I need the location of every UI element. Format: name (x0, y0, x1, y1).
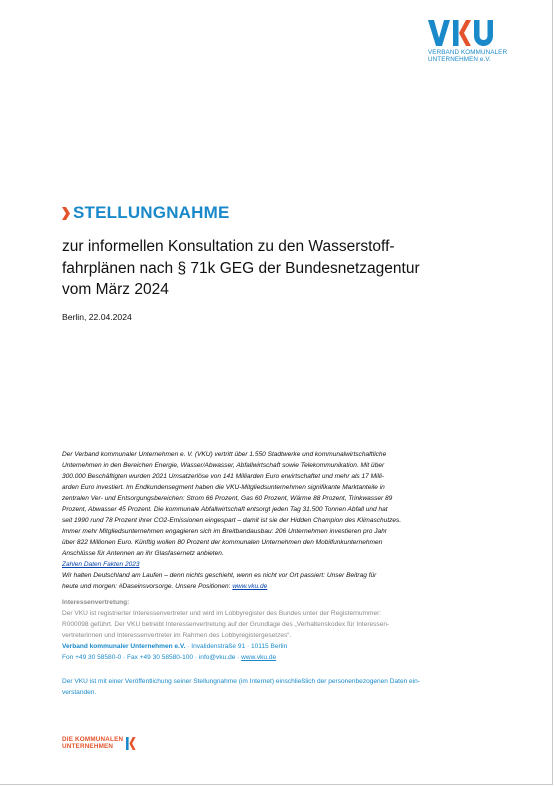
closing-line: Wir halten Deutschland am Laufen – denn nichts geschieht, wenn es nicht vor Ort passiert: Unser Beitrag für (62, 572, 377, 579)
lobby-title: Interessenvertretung: (62, 599, 130, 606)
intro-line: Immer mehr Mitgliedsunternehmen engagieren sich im Breitbandausbau: 206 Unternehmen investieren pro Jahr (62, 528, 387, 535)
notice-line: verstanden. (62, 689, 97, 696)
title-line: fahrplänen nach § 71k GEG der Bundesnetzagentur (62, 259, 420, 277)
phone-fax-email: Fon +49 30 58580-0 · Fax +49 30 58580-100 · info@vku.de · (62, 654, 242, 661)
contact-phone-line (62, 652, 494, 663)
intro-line: arden Euro investiert. Im Endkundensegment haben die VKU-Mitgliedsunternehmen signifikante Marktanteile in (62, 484, 385, 491)
contact-address-line (62, 641, 494, 652)
footer-logo-line2: UNTERNEHMEN (62, 743, 114, 750)
footer-logo-line1: DIE KOMMUNALEN (62, 736, 124, 743)
document-type-label: STELLUNGNAHME (73, 203, 230, 222)
lobby-line: Der VKU ist registrierter Interessenvertreter und wird im Lobbyregister des Bundes unter der Registernummer: (62, 610, 382, 617)
vku-logo (428, 20, 528, 64)
publication-notice (62, 676, 494, 698)
logo-tagline-line2: UNTERNEHMEN e.V. (428, 56, 491, 64)
document-title (62, 236, 482, 301)
intro-line: über 822 Millionen Euro. Künftig wollen 80 Prozent der kommunalen Unternehmen den Mobilfunkunternehmen (62, 539, 383, 546)
org-address: · Invalidenstraße 91 · 10115 Berlin (185, 643, 288, 650)
intro-line: Unternehmen in den Bereichen Energie, Wasser/Abwasser, Abfallwirtschaft sowie Telekommunikation. Mit über (62, 462, 385, 469)
closing-prefix: heute und morgen: #Daseinsvorsorge. Unsere Positionen: (62, 583, 233, 590)
facts-link[interactable]: Zahlen Daten Fakten 2023 (62, 561, 140, 568)
intro-line: Der Verband kommunaler Unternehmen e. V. (VKU) vertritt über 1.550 Stadtwerke und kommunalwirtschaftliche (62, 451, 387, 458)
lobby-register-block (62, 597, 494, 641)
contact-block (62, 641, 494, 663)
notice-line: Der VKU ist mit einer Veröffentlichung seiner Stellungnahme (im Internet) einschließlich der personenbezogenen Daten ein- (62, 678, 420, 685)
title-line: vom März 2024 (62, 281, 169, 298)
intro-line: zentralen Ver- und Entsorgungsbereichen: Strom 66 Prozent, Gas 60 Prozent, Wärme 88 Prozent, Trinkwasser 89 (62, 495, 393, 502)
vku-intro-block (62, 449, 494, 592)
title-line: zur informellen Konsultation zu den Wasserstoff- (62, 238, 395, 255)
die-kommunalen-unternehmen-logo (62, 736, 136, 750)
intro-line: Anschlüsse für Antennen an ihr Glasfasernetz anbieten. (62, 550, 224, 557)
lobby-line: vertreterinnen und Interessenvertreter im Rahmen des Lobbyregistergesetzes“. (62, 632, 292, 639)
intro-line: 300.000 Beschäftigten wurden 2021 Umsatzerlöse von 141 Milliarden Euro erwirtschaftet und mehr als 17 Milli- (62, 473, 385, 480)
document-date: Berlin, 22.04.2024 (62, 312, 132, 322)
chevron-logo-icon (126, 737, 136, 750)
lobby-line: R000098 geführt. Der VKU betreibt Interessenvertretung auf der Grundlage des „Verhaltenskodex für Interessen- (62, 621, 390, 628)
chevron-marker-icon (62, 207, 70, 220)
positions-link[interactable]: www.vku.de (232, 583, 268, 590)
vku-wordmark-icon (428, 20, 494, 47)
intro-line: seit 1990 rund 78 Prozent ihrer CO2-Emissionen eingespart – damit ist sie der Hidden Champion des Klimaschutzes. (62, 517, 402, 524)
closing-line-2 (62, 581, 494, 592)
logo-tagline-line1: VERBAND KOMMUNALER (428, 49, 508, 56)
document-kicker (62, 203, 230, 223)
intro-line: Prozent, Abwasser 45 Prozent. Die kommunale Abfallwirtschaft entsorgt jeden Tag 31.500 Tonnen Abfall und hat (62, 506, 388, 513)
website-link[interactable]: www.vku.de (241, 654, 277, 661)
org-name: Verband kommunaler Unternehmen e.V. (62, 643, 186, 650)
